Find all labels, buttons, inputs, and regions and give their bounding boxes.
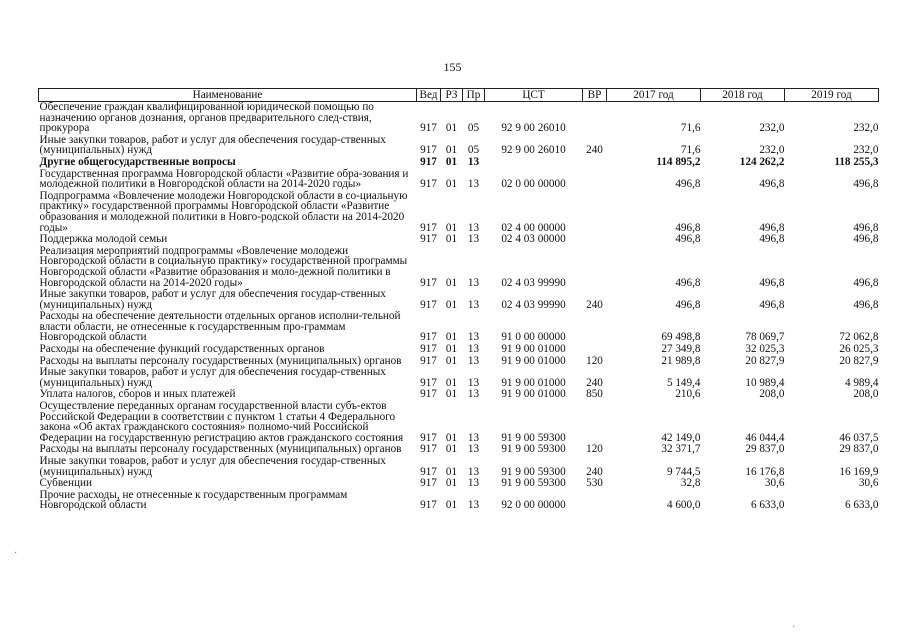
row-name: Уплата налогов, сборов и иных платежей [39, 388, 236, 401]
table-row [39, 169, 879, 191]
row-vr [583, 344, 607, 356]
table-row [39, 344, 879, 356]
row-2019: 29 837,0 [839, 443, 879, 456]
row-ved: 917 [420, 331, 437, 344]
row-vr [583, 401, 607, 444]
row-vr [583, 169, 607, 191]
row-2017: 210,6 [675, 388, 701, 401]
row-2018: 32 025,3 [745, 343, 785, 356]
row-vr [583, 311, 607, 344]
row-2018: 496,8 [759, 233, 785, 246]
row-cst: 02 4 03 99990 [501, 298, 566, 311]
row-2017: 496,8 [675, 221, 701, 234]
row-ved: 917 [420, 477, 437, 490]
row-rz: 01 [445, 431, 458, 444]
table-header-row [39, 89, 879, 102]
scan-speck: · [14, 548, 18, 559]
row-pr: 13 [467, 155, 480, 168]
budget-table [38, 88, 879, 512]
row-2019: 72 062,8 [839, 331, 879, 344]
row-ved: 917 [420, 144, 437, 157]
row-2019: 496,8 [853, 178, 879, 191]
header-pr: Пр [463, 89, 485, 102]
row-ved: 917 [420, 122, 437, 135]
header-2018: 2018 год [701, 89, 785, 102]
row-vr: 850 [586, 388, 603, 401]
row-2018: 124 262,2 [739, 155, 785, 168]
row-vr [583, 234, 607, 246]
row-vr [583, 490, 607, 512]
row-2019: 496,8 [853, 276, 879, 289]
page-number: 155 [443, 60, 462, 74]
row-pr: 13 [467, 499, 480, 512]
row-2018: 16 176,8 [745, 465, 785, 478]
row-cst: 02 4 00 00000 [501, 221, 566, 234]
row-2018: 46 044,4 [745, 431, 785, 444]
row-2018: 496,8 [759, 178, 785, 191]
row-ved: 917 [420, 465, 437, 478]
row-2018: 10 989,4 [745, 376, 785, 389]
row-2018: 30,6 [764, 477, 785, 490]
row-pr: 13 [467, 354, 480, 367]
row-vr: 240 [586, 144, 603, 157]
row-2018: 208,0 [759, 388, 785, 401]
row-2017: 496,8 [675, 178, 701, 191]
row-2017: 32,8 [680, 477, 701, 490]
row-rz: 01 [445, 298, 458, 311]
header-ved: Вед [417, 89, 441, 102]
row-cst [485, 157, 583, 169]
row-rz: 01 [445, 122, 458, 135]
row-rz: 01 [445, 376, 458, 389]
row-vr: 240 [586, 376, 603, 389]
row-rz: 01 [445, 477, 458, 490]
row-rz: 01 [445, 343, 458, 356]
row-vr [583, 246, 607, 289]
row-rz: 01 [445, 354, 458, 367]
row-2019: 232,0 [853, 144, 879, 157]
row-cst: 91 9 00 59300 [501, 431, 566, 444]
row-name: Расходы на выплаты персоналу государственных (муниципальных) органов [39, 354, 402, 367]
row-2018: 78 069,7 [745, 331, 785, 344]
row-2018: 496,8 [759, 221, 785, 234]
header-rz: РЗ [441, 89, 463, 102]
row-2017: 71,6 [680, 144, 701, 157]
row-cst: 91 9 00 01000 [501, 376, 566, 389]
row-2017: 114 895,2 [656, 155, 701, 168]
header-name: Наименование [39, 89, 417, 102]
table-row [39, 234, 879, 246]
row-name: Расходы на выплаты персоналу государственных (муниципальных) органов [39, 443, 402, 456]
row-rz: 01 [445, 388, 458, 401]
scan-speck: · [792, 622, 796, 633]
row-name: Расходы на обеспечение деятельности отдельных органов исполни-тельной власти области, не отнесенные к государственным про-граммам Новгородской области [39, 310, 401, 344]
row-2019: 232,0 [853, 122, 879, 135]
row-name: Иные закупки товаров, работ и услуг для обеспечения государ-ственных (муниципальных) нужд [39, 455, 386, 478]
row-name: Расходы на обеспечение функций государственных органов [39, 343, 325, 356]
row-rz: 01 [445, 221, 458, 234]
row-2018: 496,8 [759, 276, 785, 289]
row-rz: 01 [445, 178, 458, 191]
row-vr: 530 [586, 477, 603, 490]
row-rz: 01 [445, 465, 458, 478]
row-ved: 917 [420, 499, 437, 512]
row-name: Субвенции [39, 477, 92, 490]
row-2017: 4 600,0 [666, 499, 701, 512]
row-2017: 9 744,5 [666, 465, 701, 478]
table-row [39, 289, 879, 311]
row-name: Осуществление переданных органам государственной власти субъ-ектов Российской Федерации в соответствии с пунктом 1 статьи 4 Федерального закона «Об актах гражданского состояния» полномо-чий Российской Федерации на государственную регистрацию актов гражданского состояния [39, 400, 404, 444]
row-pr: 13 [467, 431, 480, 444]
row-pr: 05 [467, 144, 480, 157]
table-row [39, 367, 879, 389]
row-pr: 13 [467, 276, 480, 289]
row-name: Иные закупки товаров, работ и услуг для обеспечения государ-ственных (муниципальных) нужд [39, 288, 386, 311]
row-2017: 496,8 [675, 276, 701, 289]
row-2017: 5 149,4 [666, 376, 701, 389]
row-name: Прочие расходы, не отнесенные к государственным программам Новгородской области [39, 488, 348, 512]
row-ved: 917 [420, 354, 437, 367]
row-vr [583, 191, 607, 234]
row-2017: 69 498,8 [661, 331, 701, 344]
header-cst: ЦСТ [485, 89, 583, 102]
row-ved: 917 [420, 276, 437, 289]
row-2018: 29 837,0 [745, 443, 785, 456]
row-vr: 240 [586, 465, 603, 478]
row-name: Другие общегосударственные вопросы [39, 155, 236, 168]
row-rz: 01 [445, 155, 458, 168]
row-cst: 91 0 00 00000 [501, 331, 566, 344]
row-2017: 21 989,8 [661, 354, 701, 367]
row-pr: 13 [467, 221, 480, 234]
row-vr: 120 [586, 443, 603, 456]
row-2019: 496,8 [853, 233, 879, 246]
row-pr: 13 [467, 298, 480, 311]
row-cst: 91 9 00 59300 [501, 465, 566, 478]
row-2018: 496,8 [759, 298, 785, 311]
row-rz: 01 [445, 443, 458, 456]
row-2018: 232,0 [759, 122, 785, 135]
row-pr: 13 [467, 376, 480, 389]
row-2018: 20 827,9 [745, 354, 785, 367]
row-pr: 13 [467, 331, 480, 344]
row-cst: 91 9 00 59300 [501, 477, 566, 490]
row-2017: 27 349,8 [661, 343, 701, 356]
row-ved: 917 [420, 343, 437, 356]
row-cst: 02 0 00 00000 [501, 178, 566, 191]
row-ved: 917 [420, 431, 437, 444]
row-ved: 917 [420, 376, 437, 389]
row-name: Иные закупки товаров, работ и услуг для обеспечения государ-ственных (муниципальных) нужд [39, 366, 386, 389]
table-row [39, 191, 879, 234]
header-2017: 2017 год [607, 89, 701, 102]
row-2019: 20 827,9 [839, 354, 879, 367]
row-pr: 13 [467, 343, 480, 356]
table-row [39, 246, 879, 289]
row-vr [583, 157, 607, 169]
row-cst: 91 9 00 01000 [501, 388, 566, 401]
table-row [39, 135, 879, 157]
row-ved: 917 [420, 233, 437, 246]
row-pr: 13 [467, 465, 480, 478]
row-2017: 32 371,7 [661, 443, 701, 456]
row-vr: 120 [586, 354, 603, 367]
row-2018: 232,0 [759, 144, 785, 157]
row-rz: 01 [445, 276, 458, 289]
row-name: Поддержка молодой семьи [39, 233, 168, 246]
row-2018: 6 633,0 [750, 499, 785, 512]
table-row [39, 311, 879, 344]
row-rz: 01 [445, 499, 458, 512]
row-2017: 496,8 [675, 298, 701, 311]
row-ved: 917 [420, 221, 437, 234]
table-row [39, 157, 879, 169]
row-ved: 917 [420, 155, 437, 168]
row-ved: 917 [420, 388, 437, 401]
row-name: Реализация мероприятий подпрограммы «Вовлечение молодежи Новгородской области в социальную практику» государственной программы Новгородской области «Развитие образования и моло-дежной политики в Новгородской области на 2014-2020 годы» [39, 244, 408, 289]
row-2019: 26 025,3 [839, 343, 879, 356]
header-vr: ВР [583, 89, 607, 102]
row-2019: 118 255,3 [834, 155, 879, 168]
row-cst: 91 9 00 01000 [501, 354, 566, 367]
row-cst: 91 9 00 59300 [501, 443, 566, 456]
row-name: Иные закупки товаров, работ и услуг для обеспечения государ-ственных (муниципальных) нужд [39, 133, 386, 157]
row-pr: 13 [467, 178, 480, 191]
row-vr [583, 102, 607, 135]
row-rz: 01 [445, 144, 458, 157]
row-cst: 02 4 03 00000 [501, 233, 566, 246]
table-row [39, 456, 879, 478]
row-2019: 16 169,9 [839, 465, 879, 478]
header-2019: 2019 год [785, 89, 879, 102]
table-row [39, 490, 879, 512]
row-pr: 13 [467, 477, 480, 490]
row-2017: 496,8 [675, 233, 701, 246]
row-cst: 92 9 00 26010 [501, 122, 566, 135]
row-cst: 92 9 00 26010 [501, 144, 566, 157]
row-2019: 208,0 [853, 388, 879, 401]
table-body [39, 102, 879, 512]
row-cst: 02 4 03 99990 [501, 276, 566, 289]
table-row [39, 401, 879, 444]
row-ved: 917 [420, 443, 437, 456]
row-pr: 13 [467, 443, 480, 456]
row-rz: 01 [445, 233, 458, 246]
row-2019: 30,6 [858, 477, 879, 490]
row-vr: 240 [586, 298, 603, 311]
row-2019: 496,8 [853, 298, 879, 311]
row-ved: 917 [420, 298, 437, 311]
row-2019: 496,8 [853, 221, 879, 234]
row-rz: 01 [445, 331, 458, 344]
row-pr: 13 [467, 233, 480, 246]
row-pr: 05 [467, 122, 480, 135]
row-2019: 46 037,5 [839, 431, 879, 444]
table-row [39, 102, 879, 135]
row-2019: 6 633,0 [844, 499, 879, 512]
row-name: Государственная программа Новгородской области «Развитие обра-зования и молодежной политики в Новгородской области на 2014-2020 годы» [39, 167, 409, 191]
row-cst: 92 0 00 00000 [501, 499, 566, 512]
row-2017: 42 149,0 [661, 431, 701, 444]
row-pr: 13 [467, 388, 480, 401]
row-ved: 917 [420, 178, 437, 191]
row-name: Подпрограмма «Вовлечение молодежи Новгородской области в со-циальную практику» государственной программы Новгородской области «Развитие образования и молодежной политики в Новго-родской области на 2014-2020 годы» [39, 189, 408, 234]
row-2017: 71,6 [680, 122, 701, 135]
row-cst: 91 9 00 01000 [501, 343, 566, 356]
row-name: Обеспечение граждан квалифицированной юридической помощью по назначению органов дознания, органов предварительного след-ствия, прокурора [39, 101, 374, 135]
row-2019: 4 989,4 [844, 376, 879, 389]
